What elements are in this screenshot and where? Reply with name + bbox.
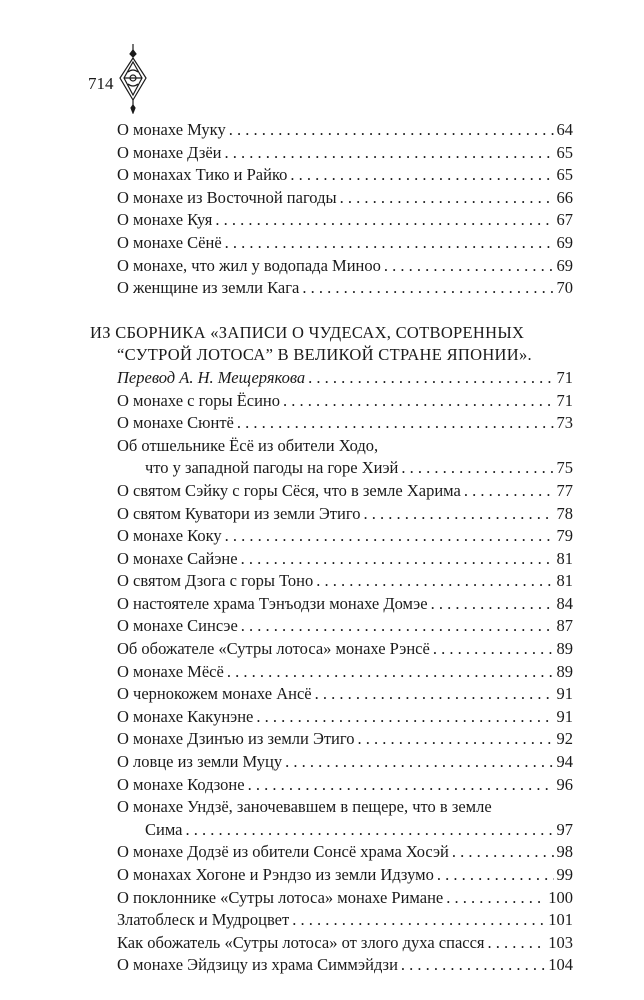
toc-entry	[117, 751, 573, 774]
toc-entry-title: О монахе Коку	[117, 526, 222, 546]
toc-entry	[117, 255, 573, 278]
dot-leader	[433, 638, 554, 661]
toc-entry	[117, 525, 573, 548]
section-heading-line: “СУТРОЙ ЛОТОСА” В ВЕЛИКОЙ СТРАНЕ ЯПОНИИ».	[117, 345, 532, 365]
toc-entry	[117, 277, 573, 300]
toc-entry-page: 103	[548, 932, 573, 952]
dot-leader	[431, 593, 554, 616]
toc-entry-title: О монахе Какунэне	[117, 706, 254, 726]
dot-leader	[225, 232, 554, 255]
toc-entry-page: 84	[556, 593, 573, 613]
toc-entry	[117, 932, 573, 955]
toc-entry-page: 71	[556, 367, 573, 387]
dot-leader	[285, 751, 553, 774]
toc-entry	[117, 819, 573, 842]
dot-leader	[358, 728, 554, 751]
toc-entry	[117, 683, 573, 706]
section-heading	[90, 322, 573, 367]
page-number: 714	[88, 74, 114, 93]
toc-entry-page: 104	[548, 955, 573, 975]
toc-entry-page: 92	[556, 729, 573, 749]
dot-leader	[290, 164, 553, 187]
toc-entry	[117, 390, 573, 413]
toc-entry-page: 75	[556, 458, 573, 478]
toc-entry-page: 69	[556, 255, 573, 275]
toc-entry-page: 99	[556, 865, 573, 884]
toc-entry-title: О монахе, что жил у водопада Миноо	[117, 255, 381, 275]
toc-entry	[117, 232, 573, 255]
toc-entry-page: 73	[556, 413, 573, 433]
dot-leader	[186, 819, 554, 842]
toc-entry-title: О святом Сэйку с горы Сёся, что в земле Харима	[117, 480, 461, 500]
toc-entry	[117, 638, 573, 661]
toc-entry-title: О монахе с горы Ёсино	[117, 390, 281, 410]
toc-entry-title: О монахах Хогоне и Рэндзо из земли Идзумо	[117, 865, 434, 884]
toc-entry	[117, 457, 573, 480]
toc-entry-title: О монахе Куя	[117, 210, 213, 230]
toc-entry	[117, 706, 573, 729]
dot-leader	[256, 706, 553, 729]
toc-entry-title-line: Об отшельнике Ёсё из обители Ходо,	[117, 435, 379, 455]
table-of-contents	[90, 119, 573, 977]
toc-entry-title: О монахе Мёсё	[117, 661, 224, 681]
toc-entry-title: О святом Дзога с горы Тоно	[117, 571, 314, 591]
toc-entry-page: 91	[556, 684, 573, 704]
toc-entry-title: О монахе Эйдзицу из храма Симмэйдзи	[117, 955, 398, 975]
toc-entry-page: 100	[548, 887, 573, 907]
toc-entry-page: 67	[556, 210, 573, 230]
toc-entry-page: 98	[556, 842, 573, 862]
toc-entry-page: 81	[556, 548, 573, 568]
toc-entry-title: О монахе Сюнтё	[117, 413, 234, 433]
section-heading-line: ИЗ СБОРНИКА «ЗАПИСИ О ЧУДЕСАХ, СОТВОРЕННЫХ	[90, 322, 525, 342]
toc-entry	[117, 615, 573, 638]
toc-entry	[117, 954, 573, 977]
toc-entry-title: что у западной пагоды на горе Хиэй	[145, 458, 399, 478]
toc-entry-title: Как обожатель «Сутры лотоса» от злого духа спасся	[117, 932, 485, 952]
toc-entry	[117, 909, 573, 932]
dot-leader	[225, 525, 554, 548]
toc-entry-title: О ловце из земли Муцу	[117, 752, 283, 772]
toc-entry	[117, 142, 573, 165]
toc-entry	[117, 728, 573, 751]
translator-credit	[117, 367, 573, 390]
toc-entry-title: О монахе из Восточной пагоды	[117, 187, 337, 207]
dot-leader	[308, 367, 553, 390]
toc-entry	[117, 503, 573, 526]
dot-leader	[401, 457, 553, 480]
toc-entry-title: О монахе Синсэе	[117, 616, 238, 636]
toc-entry-page: 79	[556, 526, 573, 546]
toc-entry-page: 97	[556, 819, 573, 839]
toc-entry-title: О святом Куватори из земли Этиго	[117, 503, 361, 523]
toc-entry-page: 71	[556, 390, 573, 410]
toc-entry-title: Сима	[145, 819, 183, 839]
dot-leader	[401, 954, 545, 977]
toc-entry-page: 65	[556, 165, 573, 185]
dot-leader	[248, 774, 554, 797]
dot-leader	[241, 615, 554, 638]
toc-entry	[117, 548, 573, 571]
dot-leader	[384, 255, 554, 278]
toc-entry-page: 89	[556, 639, 573, 659]
toc-entry	[117, 187, 573, 210]
toc-entry-title: О монахах Тико и Райко	[117, 165, 288, 185]
dot-leader	[241, 548, 554, 571]
dot-leader	[488, 932, 546, 955]
toc-entry-page: 70	[556, 278, 573, 298]
toc-entry-page: 77	[556, 480, 573, 500]
dot-leader	[225, 142, 554, 165]
dot-leader	[302, 277, 553, 300]
dot-leader	[283, 390, 553, 413]
toc-entry-page: 64	[556, 120, 573, 139]
toc-entry	[117, 661, 573, 684]
dot-leader	[229, 119, 554, 142]
page-header	[88, 44, 168, 116]
toc-entry-title: О настоятеле храма Тэнъодзи монахе Домэе	[117, 593, 428, 613]
toc-entry	[117, 887, 573, 910]
dot-leader	[292, 909, 545, 932]
toc-entry-page: 66	[556, 187, 573, 207]
toc-entry	[117, 119, 573, 142]
toc-entry-page: 91	[556, 706, 573, 726]
toc-entry	[117, 864, 573, 887]
toc-entry-title: О монахе Сёнё	[117, 232, 222, 252]
dot-leader	[237, 412, 554, 435]
toc-entry-title: Об обожателе «Сутры лотоса» монахе Рэнсё	[117, 639, 430, 659]
toc-entry-title: О монахе Дзёи	[117, 142, 222, 162]
dot-leader	[363, 503, 553, 526]
dot-leader	[227, 661, 554, 684]
toc-entry-title: О монахе Дзинъю из земли Этиго	[117, 729, 355, 749]
toc-entry-title: О чернокожем монахе Ансё	[117, 684, 312, 704]
dot-leader	[215, 209, 553, 232]
toc-entry-page: 96	[556, 774, 573, 794]
toc-entry	[117, 570, 573, 593]
lantern-ornament-icon	[118, 44, 148, 114]
toc-entry-title: О монахе Сайэне	[117, 548, 238, 568]
toc-entry-page: 65	[556, 142, 573, 162]
toc-entry-page: 101	[548, 910, 573, 930]
toc-entry	[117, 774, 573, 797]
toc-entry	[117, 164, 573, 187]
toc-entry-page: 87	[556, 616, 573, 636]
toc-entry-page: 81	[556, 571, 573, 591]
translator-name: Перевод А. Н. Мещерякова	[117, 367, 306, 387]
dot-leader	[316, 570, 553, 593]
toc-entry-title: О монахе Додзё из обители Сонсё храма Хосэй	[117, 842, 449, 862]
toc-entry	[117, 593, 573, 616]
toc-entry	[117, 412, 573, 435]
toc-entry	[117, 841, 573, 864]
toc-entry-title: О поклоннике «Сутры лотоса» монахе Римане	[117, 887, 444, 907]
toc-entry-title-line: О монахе Ундзё, заночевавшем в пещере, что в земле	[117, 797, 492, 817]
toc-entry	[117, 480, 573, 503]
dot-leader	[446, 887, 545, 910]
dot-leader	[464, 480, 554, 503]
toc-entry-page: 78	[556, 503, 573, 523]
toc-entry-page: 69	[556, 232, 573, 252]
toc-entry-title: О монахе Муку	[117, 120, 226, 139]
toc-entry-page: 89	[556, 661, 573, 681]
toc-entry-page: 94	[556, 752, 573, 772]
dot-leader	[315, 683, 554, 706]
dot-leader	[340, 187, 554, 210]
dot-leader	[452, 841, 554, 864]
dot-leader	[437, 864, 554, 887]
toc-entry-title: О монахе Кодзоне	[117, 774, 245, 794]
toc-entry-title: Златоблеск и Мудроцвет	[117, 910, 290, 930]
toc-entry	[117, 209, 573, 232]
toc-entry-title: О женщине из земли Кага	[117, 278, 300, 298]
